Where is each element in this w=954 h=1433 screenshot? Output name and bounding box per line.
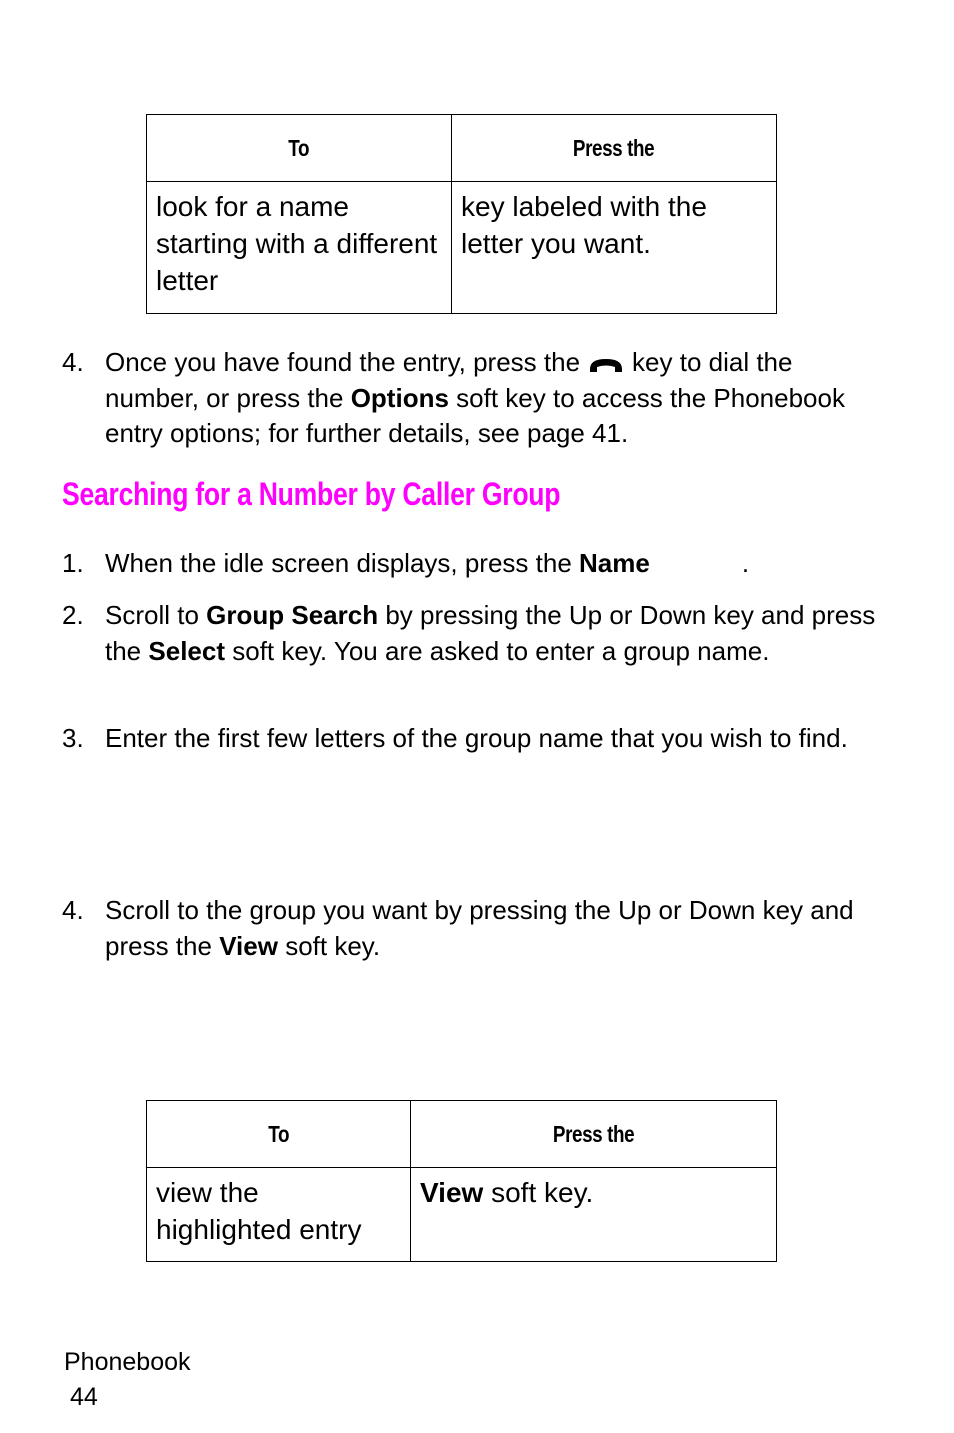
step-text: Scroll to Group Search by pressing the Up or Down key and press the Select soft key. You are asked to enter a group name. (105, 600, 876, 666)
table-cell: key labeled with the letter you want. (452, 182, 777, 314)
key-table-bottom (146, 1100, 777, 1262)
step-number: 3. (62, 723, 84, 753)
step-text: Enter the first few letters of the group name that you wish to find. (105, 723, 848, 753)
table-cell: View soft key. (411, 1168, 777, 1262)
step-number: 4. (62, 895, 84, 925)
step-item (62, 893, 882, 964)
step-text: Once you have found the entry, press the key to dial the number, or press the Options soft key to access the Phonebook entry options; for further details, see page 41. (105, 347, 845, 448)
section-heading: Searching for a Number by Caller Group (62, 476, 561, 512)
step-text: Scroll to the group you want by pressing the Up or Down key and press the View soft key. (105, 895, 854, 961)
step-item (62, 546, 882, 582)
step-item (62, 721, 882, 757)
phone-handset-icon (586, 351, 626, 377)
step-item (62, 598, 882, 669)
step-number: 1. (62, 548, 84, 578)
step-text: When the idle screen displays, press the Name . (105, 548, 750, 578)
table-header-to: To (147, 1101, 411, 1168)
table-header-press: Press the (411, 1101, 777, 1168)
key-table-top (146, 114, 777, 314)
table-cell: look for a name starting with a different letter (147, 182, 452, 314)
footer-page-number: 44 (70, 1383, 98, 1411)
step-number: 2. (62, 600, 84, 630)
footer-section-name: Phonebook (64, 1348, 191, 1376)
table-cell: view the highlighted entry (147, 1168, 411, 1262)
table-header-press: Press the (452, 115, 777, 182)
step-number: 4. (62, 347, 84, 377)
step-item (62, 345, 882, 452)
table-header-to: To (147, 115, 452, 182)
